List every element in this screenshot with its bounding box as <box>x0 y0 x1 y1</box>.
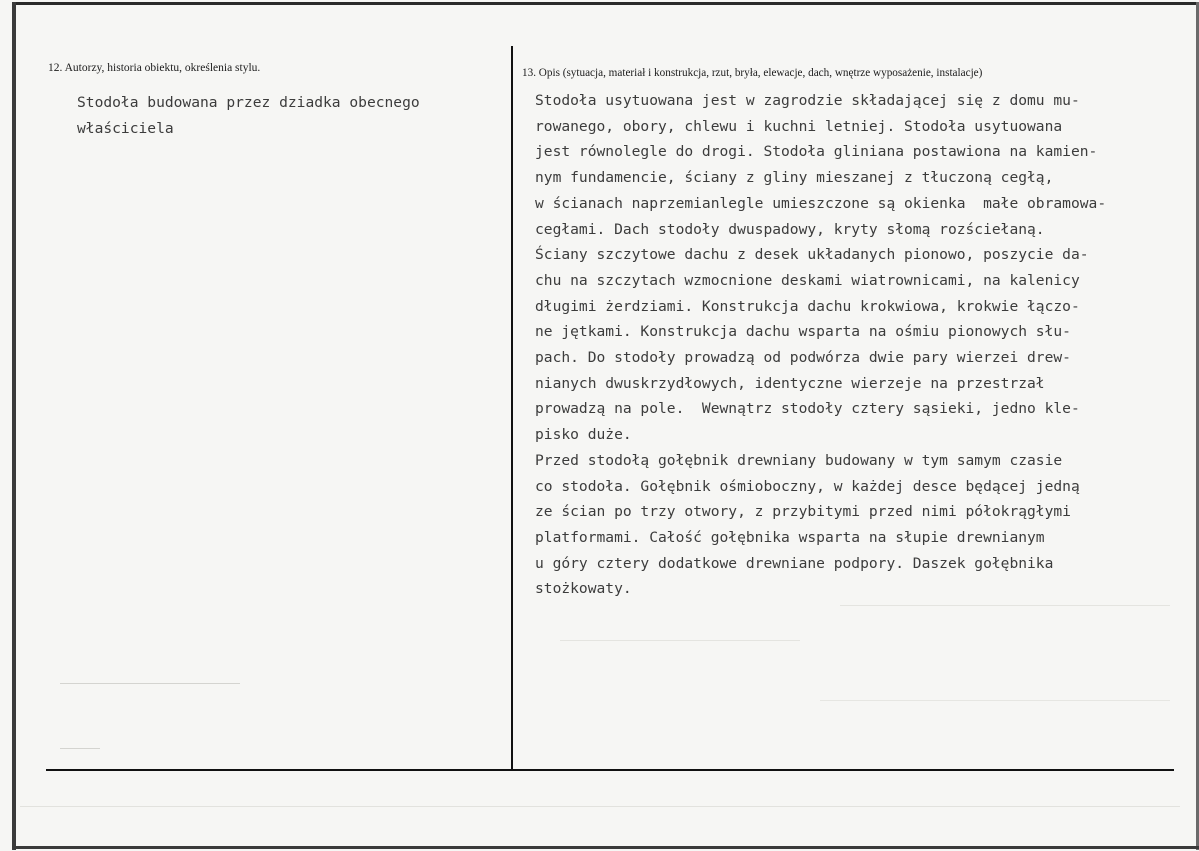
typed-line: co stodoła. Gołębnik ośmioboczny, w każdej desce będącej jedną <box>535 477 1080 495</box>
section-13-heading: 13. Opis (sytuacja, materiał i konstrukcja, rzut, bryła, elewacje, dach, wnętrze wyposażenie, instalacje) <box>522 67 983 79</box>
show-through-line <box>840 605 1170 606</box>
section-12-body <box>77 90 420 141</box>
page-edge-top <box>14 2 1199 5</box>
typed-line: chu na szczytach wzmocnione deskami wiatrownicami, na kalenicy <box>535 271 1080 289</box>
typed-line: pach. Do stodoły prowadzą od podwórza dwie pary wierzei drew- <box>535 349 1071 367</box>
section-13-body <box>535 88 1106 602</box>
typed-line: Stodoła usytuowana jest w zagrodzie składającej się z domu mu- <box>535 92 1080 109</box>
typed-line: nianych dwuskrzydłowych, identyczne wierzeje na przestrzał <box>535 374 1045 392</box>
typed-line: w ścianach naprzemianlegle umieszczone są okienka małe obramowa- <box>535 194 1107 212</box>
typed-line: nym fundamencie, ściany z gliny mieszanej z tłuczoną cegłą, <box>535 169 1054 187</box>
typed-line: pisko duże. <box>535 426 632 444</box>
typed-line: prowadzą na pole. Wewnątrz stodoły cztery sąsieki, jedno kle- <box>535 400 1080 418</box>
typed-line: ze ścian po trzy otwory, z przybitymi przed nimi półokrągłymi <box>535 503 1071 521</box>
show-through-line <box>20 806 1180 807</box>
typed-line: właściciela <box>77 119 174 137</box>
typed-line: Stodoła budowana przez dziadka obecnego <box>77 94 420 111</box>
typed-line: ne jętkami. Konstrukcja dachu wsparta na ośmiu pionowych słu- <box>535 323 1071 341</box>
show-through-line <box>60 748 100 749</box>
show-through-line <box>820 700 1170 701</box>
typed-line: platformami. Całość gołębnika wsparta na słupie drewnianym <box>535 528 1045 546</box>
page-edge-left <box>12 2 16 850</box>
typed-line: Przed stodołą gołębnik drewniany budowany w tym samym czasie <box>535 451 1063 469</box>
show-through-line <box>60 683 240 684</box>
typed-line: u góry cztery dodatkowe drewniane podpory. Daszek gołębnika <box>535 554 1054 572</box>
show-through-line <box>560 640 800 641</box>
typed-line: długimi żerdziami. Konstrukcja dachu krokwiowa, krokwie łączo- <box>535 297 1080 315</box>
column-divider <box>511 46 513 770</box>
typed-line: Ściany szczytowe dachu z desek układanych pionowo, poszycie da- <box>535 246 1089 264</box>
typed-line: cegłami. Dach stodoły dwuspadowy, kryty słomą rozściełaną. <box>535 220 1045 238</box>
typed-line: stożkowaty. <box>535 580 632 598</box>
page-edge-bottom <box>12 846 1199 849</box>
section-12-heading: 12. Autorzy, historia obiektu, określenia stylu. <box>48 62 261 74</box>
typed-line: jest równolegle do drogi. Stodoła gliniana postawiona na kamien- <box>535 143 1098 161</box>
typed-line: rowanego, obory, chlewu i kuchni letniej. Stodoła usytuowana <box>535 117 1063 135</box>
bottom-rule <box>46 769 1174 771</box>
